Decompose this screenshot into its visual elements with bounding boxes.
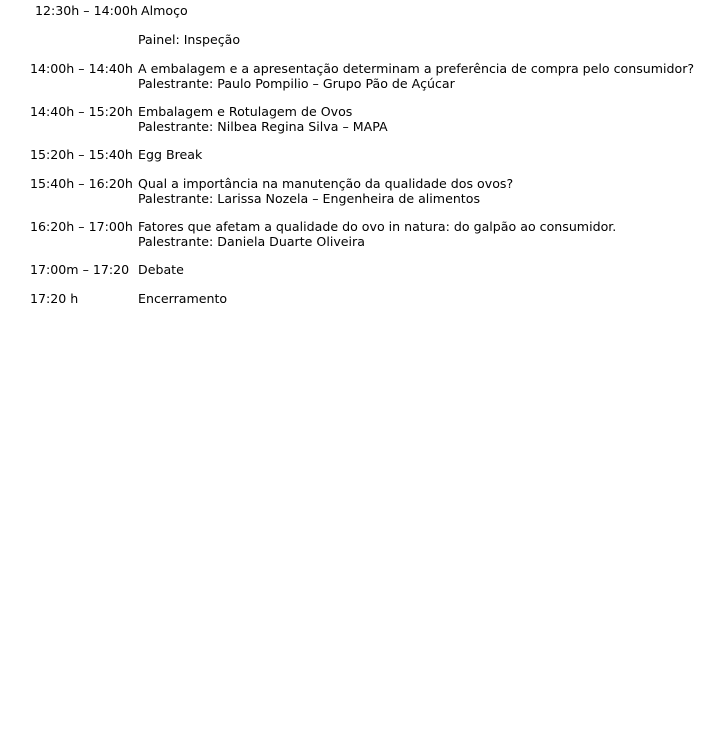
schedule-time: 16:20h – 17:00h bbox=[30, 219, 133, 234]
schedule-speaker: Palestrante: Daniela Duarte Oliveira bbox=[138, 233, 365, 249]
schedule-speaker: Palestrante: Paulo Pompilio – Grupo Pão de Açúcar bbox=[138, 75, 455, 91]
schedule-title: Almoço bbox=[141, 3, 188, 18]
schedule-entry bbox=[138, 62, 694, 91]
panel-heading: Painel: Inspeção bbox=[138, 32, 241, 47]
schedule-time: 14:00h – 14:40h bbox=[30, 61, 133, 76]
schedule-time: 17:00m – 17:20 bbox=[30, 262, 130, 277]
schedule-entry bbox=[138, 105, 388, 134]
schedule-entry bbox=[138, 177, 513, 206]
schedule-time: 14:40h – 15:20h bbox=[30, 104, 133, 119]
schedule-entry bbox=[138, 220, 616, 249]
schedule-title: Qual a importância na manutenção da qualidade dos ovos? bbox=[138, 176, 514, 191]
schedule-title: Egg Break bbox=[138, 147, 203, 162]
schedule-time: 15:20h – 15:40h bbox=[30, 147, 133, 162]
schedule-time: 15:40h – 16:20h bbox=[30, 176, 133, 191]
schedule-title: Embalagem e Rotulagem de Ovos bbox=[138, 104, 353, 119]
schedule-title: A embalagem e a apresentação determinam a preferência de compra pelo consumidor? bbox=[138, 61, 695, 76]
schedule-speaker: Palestrante: Nilbea Regina Silva – MAPA bbox=[138, 118, 388, 134]
schedule-title: Debate bbox=[138, 262, 184, 277]
schedule-title: Encerramento bbox=[138, 291, 228, 306]
schedule-time: 17:20 h bbox=[30, 291, 79, 306]
schedule-time: 12:30h – 14:00h bbox=[35, 3, 138, 18]
schedule-speaker: Palestrante: Larissa Nozela – Engenheira de alimentos bbox=[138, 190, 481, 206]
schedule-title: Fatores que afetam a qualidade do ovo in natura: do galpão ao consumidor. bbox=[138, 219, 617, 234]
